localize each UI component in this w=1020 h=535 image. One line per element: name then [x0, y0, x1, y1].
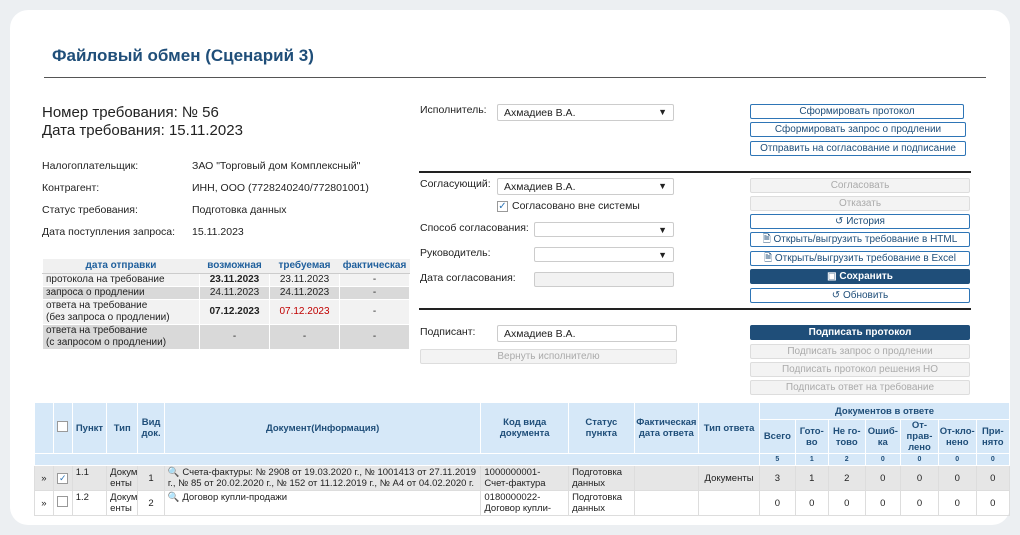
- dates-header-required: требуемая: [270, 259, 340, 273]
- row-code: 1000000001- Счет-фактура: [481, 466, 569, 491]
- row-total: 3: [760, 466, 796, 491]
- file-icon: 🗎: [762, 234, 774, 245]
- row-document-text: Договор купли-продажи: [182, 492, 288, 503]
- dates-actual: -: [340, 273, 410, 286]
- chevron-down-icon[interactable]: »: [35, 466, 54, 491]
- refresh-button[interactable]: [750, 288, 970, 303]
- th-doc-code: Код вида документа: [481, 403, 569, 454]
- signer-field[interactable]: [497, 325, 677, 342]
- row-checkbox[interactable]: ✓: [53, 466, 72, 491]
- row-accepted: 0: [976, 491, 1009, 516]
- dates-actual: -: [340, 324, 410, 349]
- manager-label: Руководитель:: [420, 247, 491, 259]
- dates-row-label: запроса о продлении: [43, 286, 200, 299]
- export-html-label: Открыть/выгрузить требование в HTML: [773, 234, 958, 245]
- save-label: Сохранить: [839, 271, 893, 282]
- history-icon: ↺: [835, 216, 847, 227]
- row-total: 0: [760, 491, 796, 516]
- sign-extension-button[interactable]: Подписать запрос о продлении: [750, 344, 970, 359]
- approval-method-label: Способ согласования:: [420, 222, 529, 234]
- dates-row: [43, 299, 410, 324]
- row-code: 0180000022- Договор купли-: [481, 491, 569, 516]
- dates-required: 07.12.2023: [270, 299, 340, 324]
- checkbox-checked-icon: ✓: [498, 200, 507, 212]
- signer-value: Ахмадиев В.А.: [504, 328, 576, 340]
- chevron-down-icon[interactable]: »: [35, 491, 54, 516]
- row-not-ready: 0: [828, 491, 865, 516]
- dates-required: 24.11.2023: [270, 286, 340, 299]
- dates-row-label: протокола на требование: [43, 273, 200, 286]
- sign-no-protocol-button[interactable]: Подписать протокол решения НО: [750, 362, 970, 377]
- section-divider: [419, 171, 971, 173]
- status-row: [42, 204, 287, 216]
- file-icon: 🗎: [764, 253, 775, 264]
- dates-row-label: ответа на требование (с запросом о продлении): [43, 324, 200, 349]
- title-divider: [44, 77, 986, 78]
- counterparty-value: ИНН, ООО (7728240240/772801001): [192, 182, 369, 194]
- th-subnum: 0: [901, 454, 939, 466]
- th-point: Пункт: [72, 403, 106, 454]
- dates-header-actual: фактическая: [340, 259, 410, 273]
- save-icon: ▣: [827, 271, 840, 282]
- th-select: [53, 403, 72, 454]
- executor-value: Ахмадиев В.А.: [504, 107, 576, 119]
- history-button[interactable]: [750, 214, 970, 229]
- row-accepted: 0: [976, 466, 1009, 491]
- chevron-down-icon: ▼: [658, 250, 667, 260]
- main-window: [10, 10, 1010, 525]
- row-document[interactable]: [164, 491, 480, 516]
- dates-actual: -: [340, 286, 410, 299]
- th-actual-date: Фактическая дата ответа: [634, 403, 698, 454]
- row-errors: 0: [865, 491, 901, 516]
- dates-header-possible: возможная: [200, 259, 270, 273]
- signer-label: Подписант:: [420, 326, 476, 338]
- row-sent: 0: [901, 466, 939, 491]
- form-extension-button[interactable]: Сформировать запрос о продлении: [750, 122, 966, 137]
- row-kind: 2: [138, 491, 165, 516]
- executor-select[interactable]: [497, 104, 674, 121]
- row-kind: 1: [138, 466, 165, 491]
- sign-protocol-button[interactable]: Подписать протокол: [750, 325, 970, 340]
- select-all-checkbox[interactable]: [57, 421, 68, 432]
- row-not-ready: 2: [828, 466, 865, 491]
- row-ready: 1: [795, 466, 828, 491]
- row-actual: [634, 466, 698, 491]
- history-label: История: [846, 216, 885, 227]
- counterparty-row: [42, 182, 369, 194]
- th-total: Всего: [760, 420, 796, 454]
- dates-possible: 07.12.2023: [200, 299, 270, 324]
- dates-actual: -: [340, 299, 410, 324]
- th-sent: От-прав-лено: [901, 420, 939, 454]
- dates-header-sent: дата отправки: [43, 259, 200, 273]
- th-subnum: 5: [760, 454, 796, 466]
- request-received-value: 15.11.2023: [192, 226, 244, 238]
- row-answer-type: [699, 491, 760, 516]
- send-approval-button[interactable]: Отправить на согласование и подписание: [750, 141, 966, 156]
- th-subnum: 0: [976, 454, 1009, 466]
- row-sent: 0: [901, 491, 939, 516]
- dates-row: [43, 324, 410, 349]
- page-title: Файловый обмен (Сценарий 3): [52, 46, 314, 65]
- search-icon[interactable]: 🔍: [167, 467, 183, 478]
- approve-button[interactable]: Согласовать: [750, 178, 970, 193]
- th-status: Статус пункта: [569, 403, 635, 454]
- row-point: 1.1: [72, 466, 106, 491]
- chevron-down-icon: ▼: [658, 181, 667, 191]
- approver-label: Согласующий:: [420, 178, 491, 190]
- row-rejected: 0: [938, 491, 976, 516]
- table-row[interactable]: [35, 491, 1010, 516]
- form-protocol-button[interactable]: Сформировать протокол: [750, 104, 964, 119]
- approver-value: Ахмадиев В.А.: [504, 181, 576, 193]
- chevron-down-icon: ▼: [658, 225, 667, 235]
- request-header: [42, 104, 243, 140]
- th-subnum: 0: [865, 454, 901, 466]
- row-status: Подготовка данных: [569, 466, 635, 491]
- dates-possible: -: [200, 324, 270, 349]
- request-received-row: [42, 226, 244, 238]
- taxpayer-value: ЗАО "Торговый дом Комплексный": [192, 160, 361, 172]
- chevron-down-icon: ▼: [658, 107, 667, 117]
- export-excel-label: Открыть/выгрузить требование в Excel: [774, 253, 956, 264]
- th-errors: Ошиб-ка: [865, 420, 901, 454]
- th-subnum-spacer: [35, 454, 760, 466]
- dates-required: 23.11.2023: [270, 273, 340, 286]
- sign-answer-button[interactable]: Подписать ответ на требование: [750, 380, 970, 395]
- status-value: Подготовка данных: [192, 204, 287, 216]
- status-label: Статус требования:: [42, 204, 138, 216]
- th-doc-kind: Вид док.: [138, 403, 165, 454]
- export-html-button[interactable]: [750, 232, 970, 247]
- export-excel-button[interactable]: [750, 251, 970, 266]
- return-executor-button[interactable]: Вернуть исполнителю: [420, 349, 677, 364]
- search-icon[interactable]: 🔍: [167, 492, 183, 503]
- approval-date-label: Дата согласования:: [420, 272, 516, 284]
- taxpayer-row: [42, 160, 361, 172]
- dates-possible: 23.11.2023: [200, 273, 270, 286]
- row-ready: 0: [795, 491, 828, 516]
- approved-outside-checkbox[interactable]: [497, 200, 640, 212]
- section-divider: [419, 308, 971, 310]
- row-rejected: 0: [938, 466, 976, 491]
- dates-table: [42, 259, 410, 350]
- dates-possible: 24.11.2023: [200, 286, 270, 299]
- row-answer-type: Документы: [699, 466, 760, 491]
- dates-row: [43, 286, 410, 299]
- approval-date-field[interactable]: [534, 272, 674, 287]
- th-not-ready: Не го-тово: [828, 420, 865, 454]
- approval-method-select[interactable]: [534, 222, 674, 237]
- taxpayer-label: Налогоплательщик:: [42, 160, 139, 172]
- th-expand: [35, 403, 54, 454]
- th-ready: Гото-во: [795, 420, 828, 454]
- request-received-label: Дата поступления запроса:: [42, 226, 176, 238]
- th-subnum: 2: [828, 454, 865, 466]
- th-subnum: 1: [795, 454, 828, 466]
- row-document[interactable]: [164, 466, 480, 491]
- refresh-label: Обновить: [842, 290, 889, 301]
- row-document-text: Счета-фактуры: № 2908 от 19.03.2020 г., № 1001413 от 27.11.2019 г., № 85 от 20.02.2020 г., № 152 от 11.12.2019 г., № А4 от 04.02.2020 г.: [167, 467, 477, 489]
- table-row[interactable]: [35, 466, 1010, 491]
- th-document: Документ(Информация): [164, 403, 480, 454]
- th-docs-in-answer: Документов в ответе: [760, 403, 1010, 420]
- refresh-icon: ↺: [831, 290, 843, 301]
- request-number: Номер требования: № 56: [42, 104, 219, 121]
- approver-select[interactable]: [497, 178, 674, 195]
- dates-row-label: ответа на требование (без запроса о продлении): [43, 299, 200, 324]
- manager-select[interactable]: [534, 247, 674, 262]
- reject-button[interactable]: Отказать: [750, 196, 970, 211]
- row-actual: [634, 491, 698, 516]
- executor-label: Исполнитель:: [420, 104, 487, 116]
- request-date: Дата требования: 15.11.2023: [42, 122, 243, 139]
- row-checkbox[interactable]: [53, 491, 72, 516]
- th-accepted: При-нято: [976, 420, 1009, 454]
- row-errors: 0: [865, 466, 901, 491]
- save-button[interactable]: [750, 269, 970, 284]
- row-type: Докум енты: [107, 491, 138, 516]
- dates-row: [43, 273, 410, 286]
- th-subnum: 0: [938, 454, 976, 466]
- th-type: Тип: [107, 403, 138, 454]
- counterparty-label: Контрагент:: [42, 182, 100, 194]
- row-type: Докум енты: [107, 466, 138, 491]
- dates-required: -: [270, 324, 340, 349]
- th-answer-type: Тип ответа: [699, 403, 760, 454]
- row-point: 1.2: [72, 491, 106, 516]
- points-table: [34, 402, 1004, 514]
- approved-outside-label: Согласовано вне системы: [512, 200, 640, 212]
- row-status: Подготовка данных: [569, 491, 635, 516]
- th-rejected: От-кло-нено: [938, 420, 976, 454]
